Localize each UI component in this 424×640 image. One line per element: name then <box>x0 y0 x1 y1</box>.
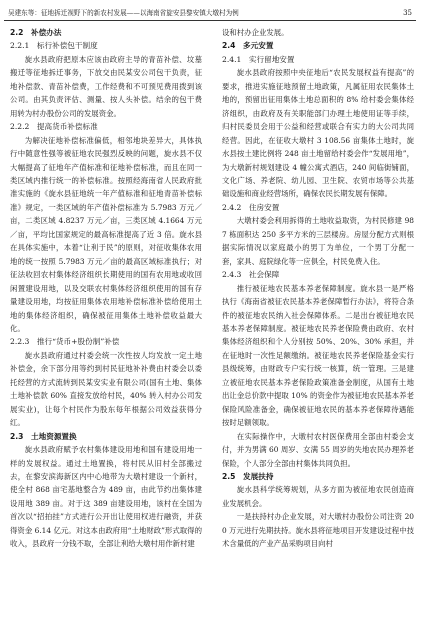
paragraph: 旋水县科学统筹规划，从多方面为被征地农民创造商业发展机会。 <box>222 485 414 508</box>
paragraph: 推行被征地农民基本养老保障制度。旋水县一是严格执行《海南省被征农民基本养老保障暂行办法》，将符合条件的被征地农民纳入社会保障体系。二是出台被征地农民基本养老保障制度。被征地农民养老保险费由政府、农村集体经济组织和个人分别按 50%、20%、30% 承担，并在征地时一次性足额缴纳。被征地农民养老保险基金实行县级统筹，由财政专户实行统一核算，统一管理。三是建立被征地农民基本养老保险政策准备金制度，从国有土地出让金总价款中提取 10% 的资金作为被征地农民基本养老保险风险准备金，确保被征地农民的基本养老保障待遇能按时足额领取。 <box>222 283 414 428</box>
subsection-heading-2-4-1: 2.4.1 实行留地安置 <box>222 54 295 64</box>
subsection-heading-2-2-2: 2.2.2 提高货币补偿标准 <box>10 122 98 132</box>
running-header <box>4 6 416 21</box>
page-number: 35 <box>403 9 412 17</box>
section-heading-2-5: 2.5 发展扶持 <box>222 471 274 481</box>
paragraph: 大墩村委会利用拆得的土地收益取资，为村民修建 987 栋面积达 250 多平方米的三层楼房。房屋分配方式则根据实际情况以家庭最小的男丁为单位，一个男丁分配一套，家具、庭院绿化等一应俱全，村民免费入住。 <box>222 216 414 266</box>
section-heading-2-4: 2.4 多元安置 <box>222 41 274 51</box>
paragraph: 一是扶持村办企业发展，对大墩村办股份公司注资 200 万元进行先期扶持。旋水县将征地项目开发建设过程中技术含量低的产业产品采购项目向村 <box>222 512 414 549</box>
left-column <box>10 26 202 636</box>
paragraph: 在实际操作中，大墩村农村医保费用全部由村委会支付，并为男满 60 周岁、女满 55 周岁的失地农民办理养老保险，个人部分全部由村集体共同负担。 <box>222 431 414 468</box>
paragraph: 旋水县政府通过村委会统一次性按人均发放一定土地补偿金，余下部分用等约到村民征地补补费由村委会以委托经营的方式流转到民某安实业有限公司(国有土地、集体土地补偿款 60% 直接发放给村民，40% 转入村办公司发展实业)，让每个村民作为股东每年根据公司效益获得分红。 <box>10 350 202 428</box>
paragraph: 旋水县政府赋予农村集体建设用地和国有建设用地一样的发展权益。通过土地置换，将村民从旧村全部搬过去，在黎安滨海新区内中心地带为大墩村建设一个新村，使全村 868 亩宅基地整合为 489 亩，由此节约出集体建设用地 389 亩。对于这 389 亩建设用地，该村在全国为首次以“招拍挂”方式进行公开出让使用权进行融资，并获得资金 6.14 亿元。对这本由政府用“土地财政”形式取得的收入，县政府一分钱不取，全部让利给大墩村用作新村建 <box>10 445 202 549</box>
section-heading-2-2: 2.2 补偿办法 <box>10 28 62 37</box>
subsection-heading-2-4-2: 2.4.2 住房安置 <box>222 202 280 212</box>
subsection-heading-2-4-3: 2.4.3 社会保障 <box>222 270 280 280</box>
subsection-heading-2-2-1: 2.2.1 标行补偿包干制度 <box>10 41 98 51</box>
subsection-heading-2-2-3: 2.2.3 推行“货币+股份制”补偿 <box>10 337 120 347</box>
paragraph: 旋水县政府把原本应该由政府主导的青苗补偿、坟墓搬迁等征地拆迁事务，下放交由民某安公司包干负责，征地补偿款、青苗补偿费，工作经费和不可预见费用拨到该公司。由其负责评估、测量、按人头补偿。结余的包干费用转为村办股份公司的发展资金。 <box>10 54 202 118</box>
running-title: 吴建东等：征地拆迁视野下的新农村发展——以海南省旋安县黎安镇大墩村为例 <box>8 9 239 17</box>
paragraph: 旋水县政府按照中央征地后“农民发展权益有提高”的要求，推进实施征地预留土地政策，凡属征用农民集体土地的，预留出征用集体土地总面积的 8% 给村委会集体经济组织，由政府及有关职能部门办理土地使用证等手续，归村民委员会用于公益和经营或联合有实力的大公司共同经营。因此，在征收大墩村 3 108.56 亩集体土地时，旋水县按土建比例将 248 亩土地留给村委会作“发展用地”，为大墩新村规划建设 4 幢公寓式酒店，240 间临街铺面，文化广场、养老院、幼儿园、卫生院、农贸市场等公共基础设施和商业经营场所，确保农民长期发展有保障。 <box>222 68 414 199</box>
paragraph-continuation: 设和村办企业发展。 <box>222 28 289 37</box>
section-heading-2-3: 2.3 土地资源置换 <box>10 431 77 441</box>
right-column <box>222 26 414 636</box>
paragraph: 为解决征地补偿标准偏低，相邻地块差异大，具体执行中随意性强等被征地农民强烈反映的问题，旋水县不仅大幅提高了征地年产值标准和征地补偿标准，而且在同一类区域内推行统一的补偿标准。按照经海南省人民政府批准实施的《旋水县征地统一年产值标准和征地青苗补偿标准》规定，一类区域的年产值补偿标准为 5.7983 万元／亩，二类区域 4.8237 万元／亩，三类区域 4.1664 万元／亩，平均比国家规定的最高标准提高了近 3 倍。旋水县在具体实施中，本着“让利于民”的原则，对征收集体农用地的统一按照 5.7983 万元／亩的最高区域标准执行；对征法收回农村集体经济组织长期使用的国有农用地或收回闲置建设用地，以及交联农村集体经济组织使用的国有存量建设用地，均按征用集体农用地补偿标准补偿给使用土地的集体经济组织，确保被征用集体土地补偿收益最大化。 <box>10 135 202 333</box>
